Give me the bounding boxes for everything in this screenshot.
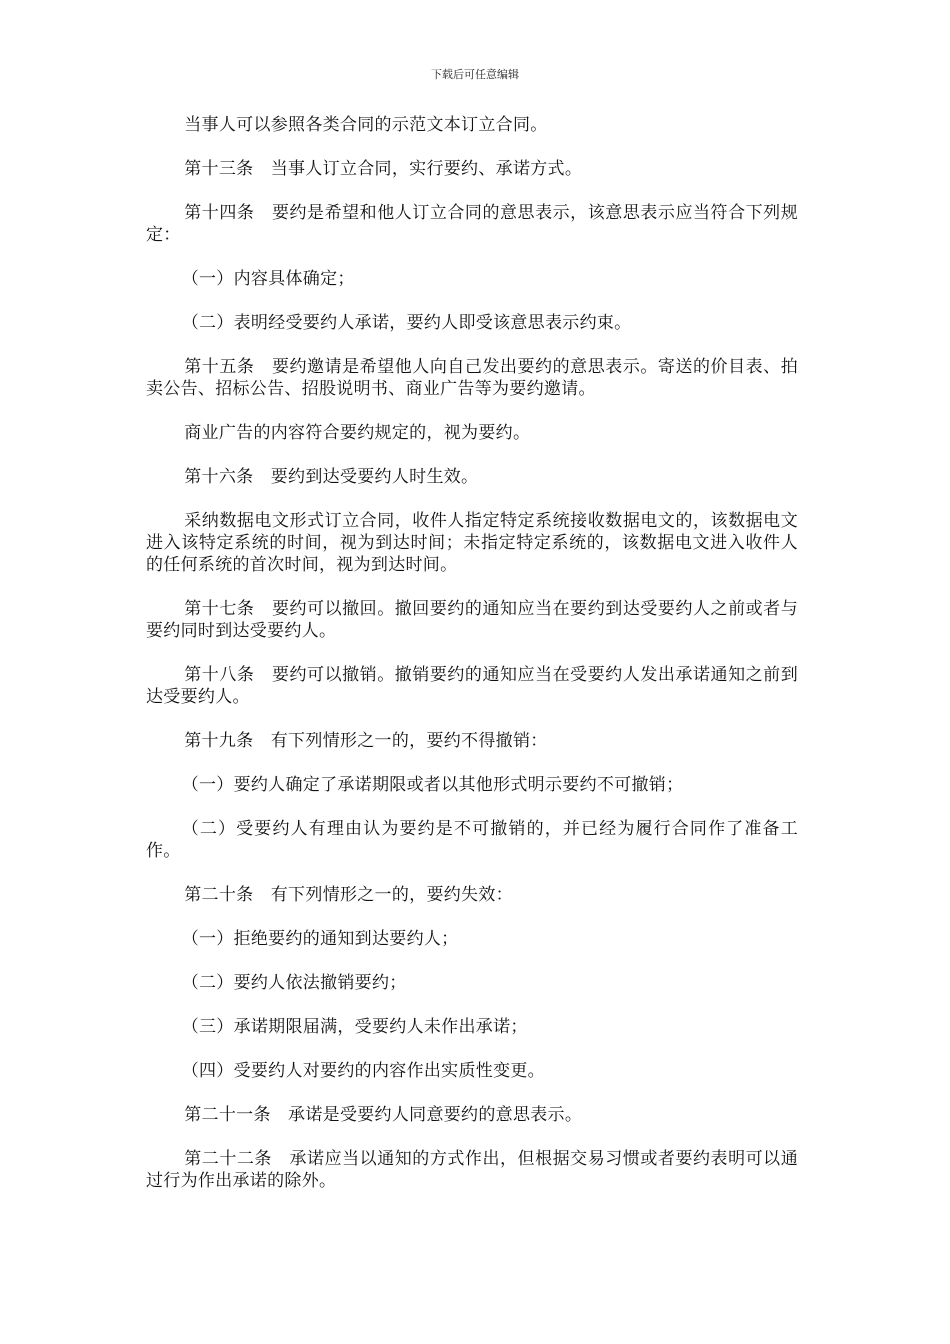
paragraph: 当事人可以参照各类合同的示范文本订立合同。 [184,115,548,135]
list-item: （二）表明经受要约人承诺，要约人即受该意思表示约束。 [181,313,632,333]
document-body [146,114,798,1214]
list-item: （二）受要约人有理由认为要约是不可撤销的，并已经为履行合同作了准备工作。 [146,819,798,861]
article-18: 第十八条 要约可以撤销。撤销要约的通知应当在受要约人发出承诺通知之前到达受要约人。 [146,665,798,707]
article-13: 第十三条 当事人订立合同，实行要约、承诺方式。 [184,159,583,179]
article-22: 第二十二条 承诺应当以通知的方式作出，但根据交易习惯或者要约表明可以通过行为作出承诺的除外。 [146,1149,798,1191]
page-header: 下载后可任意编辑 [431,68,519,81]
paragraph: 采纳数据电文形式订立合同，收件人指定特定系统接收数据电文的，该数据电文进入该特定系统的时间，视为到达时间；未指定特定系统的，该数据电文进入收件人的任何系统的首次时间，视为到达时间。 [146,511,798,575]
article-17: 第十七条 要约可以撤回。撤回要约的通知应当在要约到达受要约人之前或者与要约同时到达受要约人。 [146,599,798,641]
article-14: 第十四条 要约是希望和他人订立合同的意思表示，该意思表示应当符合下列规定： [146,203,798,245]
article-15: 第十五条 要约邀请是希望他人向自己发出要约的意思表示。寄送的价目表、拍卖公告、招标公告、招股说明书、商业广告等为要约邀请。 [146,357,798,399]
list-item: （一）拒绝要约的通知到达要约人； [181,929,459,949]
article-16: 第十六条 要约到达受要约人时生效。 [184,467,479,487]
list-item: （三）承诺期限届满，受要约人未作出承诺； [181,1017,528,1037]
list-item: （一）内容具体确定； [181,269,355,289]
article-21: 第二十一条 承诺是受要约人同意要约的意思表示。 [184,1105,583,1125]
article-20: 第二十条 有下列情形之一的，要约失效： [184,885,513,905]
article-19: 第十九条 有下列情形之一的，要约不得撤销： [184,731,548,751]
list-item: （一）要约人确定了承诺期限或者以其他形式明示要约不可撤销； [181,775,684,795]
list-item: （二）要约人依法撤销要约； [181,973,407,993]
list-item: （四）受要约人对要约的内容作出实质性变更。 [181,1061,545,1081]
paragraph: 商业广告的内容符合要约规定的，视为要约。 [184,423,531,443]
